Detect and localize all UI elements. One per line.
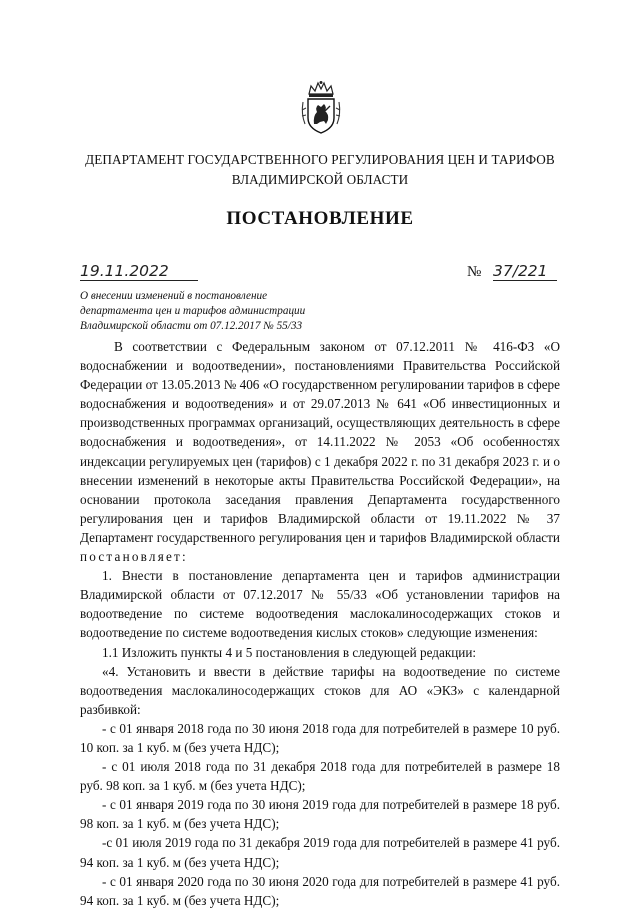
item-1-paragraph: 1. Внести в постановление департамента цен и тарифов администрации Владимирской области от 07.12.2017 № 55/33 «Об установлении тарифов на водоотведение по системе водоотведения маслокалиносодержащих стоков и водоотведение по системе водоотведения кислых стоков» следующие изменения:: [80, 568, 560, 641]
item-4-intro-paragraph: «4. Установить и ввести в действие тарифы на водоотведение по системе водоотведения маслокалиносодержащих стоков для АО «ЭКЗ» с календарной разбивкой:: [80, 663, 560, 717]
document-title: ПОСТАНОВЛЕНИЕ: [226, 208, 414, 229]
document-subject: [80, 289, 305, 334]
department-name-line2: ВЛАДИМИРСКОЙ ОБЛАСТИ: [231, 172, 409, 187]
preamble-text: В соответствии с Федеральным законом от 07.12.2011 № 416-ФЗ «О водоснабжении и водоотведении», постановлениями Правительства Российской Федерации от 13.05.2013 № 406 «О государственном регулировании тарифов в сфере водоснабжения и водоотведения» и от 29.07.2013 № 641 «Об инвестиционных и производственных программах организаций, осуществляющих деятельность в сфере водоснабжения и водоотведения», от 14.11.2022 № 2053 «Об особенностях индексации регулируемых цен (тарифов) с 1 декабря 2022 г. по 31 декабря 2023 г. и о внесении изменений в некоторые акты Правительства Российской Федерации», на основании протокола заседания правления Департамента государственного регулирования цен и тарифов Владимирской области от 19.11.2022 № 37 Департамент государственного регулирования цен и тарифов Владимирской области: [80, 339, 560, 545]
number-sign: №: [467, 264, 482, 280]
document-date: 19.11.2022: [80, 262, 198, 281]
coat-of-arms-icon: [299, 80, 343, 136]
document-number: 37/221: [493, 262, 557, 281]
tariff-period-item: - с 01 января 2020 года по 30 июня 2020 года для потребителей в размере 41 руб. 94 коп. за 1 куб. м (без учета НДС);: [80, 873, 560, 908]
subject-line1: О внесении изменений в постановление: [80, 290, 268, 302]
subject-line2: департамента цен и тарифов администрации: [80, 305, 306, 317]
tariff-period-item: - с 01 января 2018 года по 30 июня 2018 года для потребителей в размере 10 руб. 10 коп. за 1 куб. м (без учета НДС);: [80, 720, 560, 755]
item-1-1-paragraph: 1.1 Изложить пункты 4 и 5 постановления в следующей редакции:: [102, 644, 477, 660]
tariff-period-item: - с 01 января 2019 года по 30 июня 2019 года для потребителей в размере 18 руб. 98 коп. за 1 куб. м (без учета НДС);: [80, 797, 560, 832]
preamble-paragraph: [80, 337, 560, 566]
department-name-line1: ДЕПАРТАМЕНТ ГОСУДАРСТВЕННОГО РЕГУЛИРОВАНИЯ ЦЕН И ТАРИФОВ: [85, 152, 555, 167]
subject-line3: Владимирской области от 07.12.2017 № 55/33: [80, 320, 303, 332]
tariff-period-item: - с 01 июля 2018 года по 31 декабря 2018 года для потребителей в размере 18 руб. 98 коп. за 1 куб. м (без учета НДС);: [80, 759, 560, 794]
tariff-period-item: -с 01 июля 2019 года по 31 декабря 2019 года для потребителей в размере 41 руб. 94 коп. за 1 куб. м (без учета НДС);: [80, 835, 560, 870]
preamble-action: постановляет:: [80, 549, 188, 565]
document-body: [80, 337, 560, 910]
